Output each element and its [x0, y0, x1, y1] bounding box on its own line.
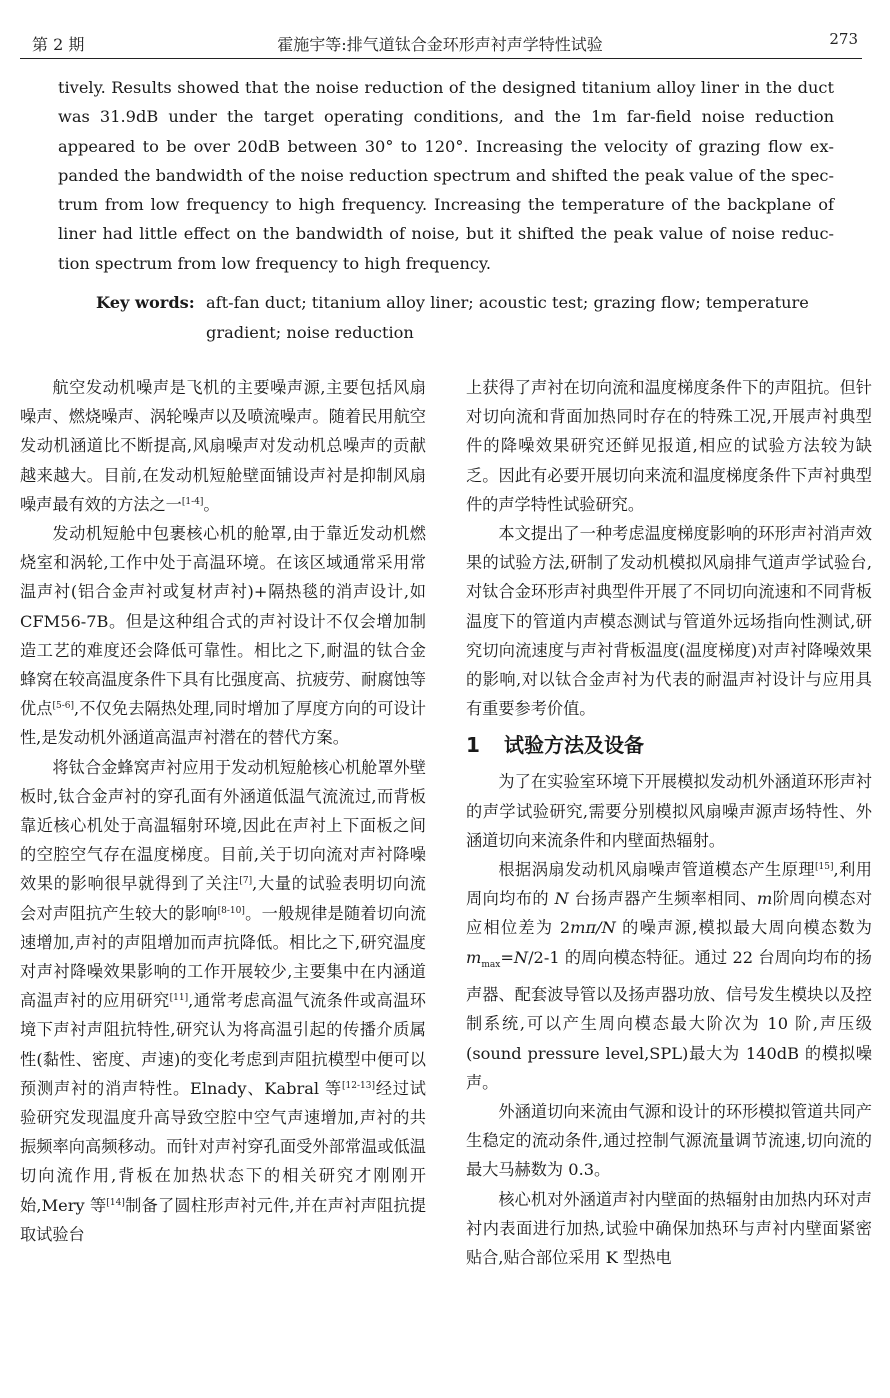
running-header [20, 30, 860, 56]
abstract-text: tively. Results showed that the noise reduction of the designed titanium alloy liner in the duct was 31.9dB under the target operating conditions, and the 1m far-field noise reduction appeared to be over 20dB between 30° to 120°. Increasing the velocity of grazing flow expanded the bandwidth of the noise reduction spectrum and shifted the peak value of the spectrum from low frequency to high frequency. Increasing the temperature of the backplane of liner had little effect on the bandwidth of noise, but it shifted the peak value of noise reduction spectrum from low frequency to high frequency. [58, 78, 834, 273]
abstract [58, 73, 834, 278]
issue-number: 第 2 期 [32, 35, 85, 54]
paragraph: 将钛合金蜂窝声衬应用于发动机短舱核心机舱罩外壁板时,钛合金声衬的穿孔面有外涵道低温气流流过,而背板靠近核心机处于高温辐射环境,因此在声衬上下面板之间的空腔空气存在温度梯度。目前,关于切向流对声衬降噪效果的影响很早就得到了关注[7],大量的试验表明切向流会对声阻抗产生较大的影响[8-10]。一般规律是随着切向流速增加,声衬的声阻增加而声抗降低。相比之下,研究温度对声衬降噪效果影响的工作开展较少,主要集中在内涵道高温声衬的应用研究[11],通常考虑高温气流条件或高温环境下声衬声阻抗特性,研究认为将高温引起的传播介质属性(黏性、密度、声速)的变化考虑到声阻抗模型中便可以预测声衬的消声特性。Elnady、Kabral 等[12-13]经过试验研究发现温度升高导致空腔中空气声速增加,声衬的共振频率向高频移动。而针对声衬穿孔面受外部常温或低温切向流作用,背板在加热状态下的相关研究才刚刚开始,Mery 等[14]制备了圆柱形声衬元件,并在声衬声阻抗提取试验台 [20, 757, 427, 1244]
citation: [12-13] [342, 1080, 375, 1091]
citation: [1-4] [181, 496, 204, 507]
paragraph: 本文提出了一种考虑温度梯度影响的环形声衬消声效果的试验方法,研制了发动机模拟风扇排气道声学试验台,对钛合金环形声衬典型件开展了不同切向流速和不同背板温度下的管道内声模态测试与管道外远场指向性测试,研究切向流速度与声衬背板温度(温度梯度)对声衬降噪效果的影响,对以钛合金声衬为代表的耐温声衬设计与应用具有重要参考价值。 [466, 524, 872, 719]
paragraph: 外涵道切向来流由气源和设计的环形模拟管道共同产生稳定的流动条件,通过控制气源流量调节流速,切向流的最大马赫数为 0.3。 [466, 1101, 872, 1180]
left-column [20, 373, 426, 1249]
paragraph: 根据涡扇发动机风扇噪声管道模态产生原理[15],利用周向均布的 N 台扬声器产生频率相同、m阶周向模态对应相位差为 2mπ/N 的噪声源,模拟最大周向模态数为 $m_{max}=N/2-1$ 的周向模态特征。通过 22 台周向均布的扬声器、配套波导管以及扬声器功放、信号发生模块以及控制系统,可以产生周向模态最大阶次为 10 阶,声压级(sound pressure level,SPL)最大为 140dB 的模拟噪声。 [466, 860, 873, 1092]
section-number: 1 [466, 733, 480, 758]
keywords-list: aft-fan duct; titanium alloy liner; acoustic test; grazing flow; temperature gradient; noise reduction [206, 293, 809, 342]
right-column [466, 373, 872, 1272]
keywords-label: Key words: [96, 293, 195, 312]
citation: [8-10] [217, 905, 245, 916]
running-title: 霍施宇等:排气道钛合金环形声衬声学特性试验 [277, 35, 603, 54]
paragraph: 航空发动机噪声是飞机的主要噪声源,主要包括风扇噪声、燃烧噪声、涡轮噪声以及喷流噪声。随着民用航空发动机涵道比不断提高,风扇噪声对发动机总噪声的贡献越来越大。目前,在发动机短舱壁面铺设声衬是抑制风扇噪声最有效的方法之一[1-4]。 [20, 378, 426, 514]
citation: [11] [169, 993, 189, 1004]
citation: [14] [106, 1197, 125, 1208]
keywords [96, 288, 836, 342]
paragraph: 上获得了声衬在切向流和温度梯度条件下的声阻抗。但针对切向流和背面加热同时存在的特殊工况,开展声衬典型件的降噪效果研究还鲜见报道,相应的试验方法较为缺乏。因此有必要开展切向来流和温度梯度条件下声衬典型件的声学特性试验研究。 [466, 378, 872, 514]
header-rule [20, 58, 862, 59]
paragraph: 核心机对外涵道声衬内壁面的热辐射由加热内环对声衬内表面进行加热,试验中确保加热环与声衬内壁面紧密贴合,贴合部位采用 K 型热电 [466, 1189, 872, 1267]
citation: [5-6] [52, 701, 75, 712]
section-heading [466, 723, 872, 767]
citation: [7] [239, 876, 253, 887]
citation: [15] [815, 862, 834, 873]
paragraph: 发动机短舱中包裹核心机的舱罩,由于靠近发动机燃烧室和涡轮,工作中处于高温环境。在该区域通常采用常温声衬(铝合金声衬或复材声衬)+隔热毯的消声设计,如 CFM56-7B。但是这种组合式的声衬设计不仅会增加制造工艺的难度还会降低可靠性。相比之下,耐温的钛合金蜂窝在较高温度条件下具有比强度高、抗疲劳、耐腐蚀等优点[5-6],不仅免去隔热处理,同时增加了厚度方向的可设计性,是发动机外涵道高温声衬潜在的替代方案。 [20, 524, 426, 748]
section-title: 试验方法及设备 [504, 733, 644, 758]
page-number: 273 [829, 30, 858, 48]
paragraph: 为了在实验室环境下开展模拟发动机外涵道环形声衬的声学试验研究,需要分别模拟风扇噪声源声场特性、外涵道切向来流条件和内壁面热辐射。 [466, 772, 872, 850]
